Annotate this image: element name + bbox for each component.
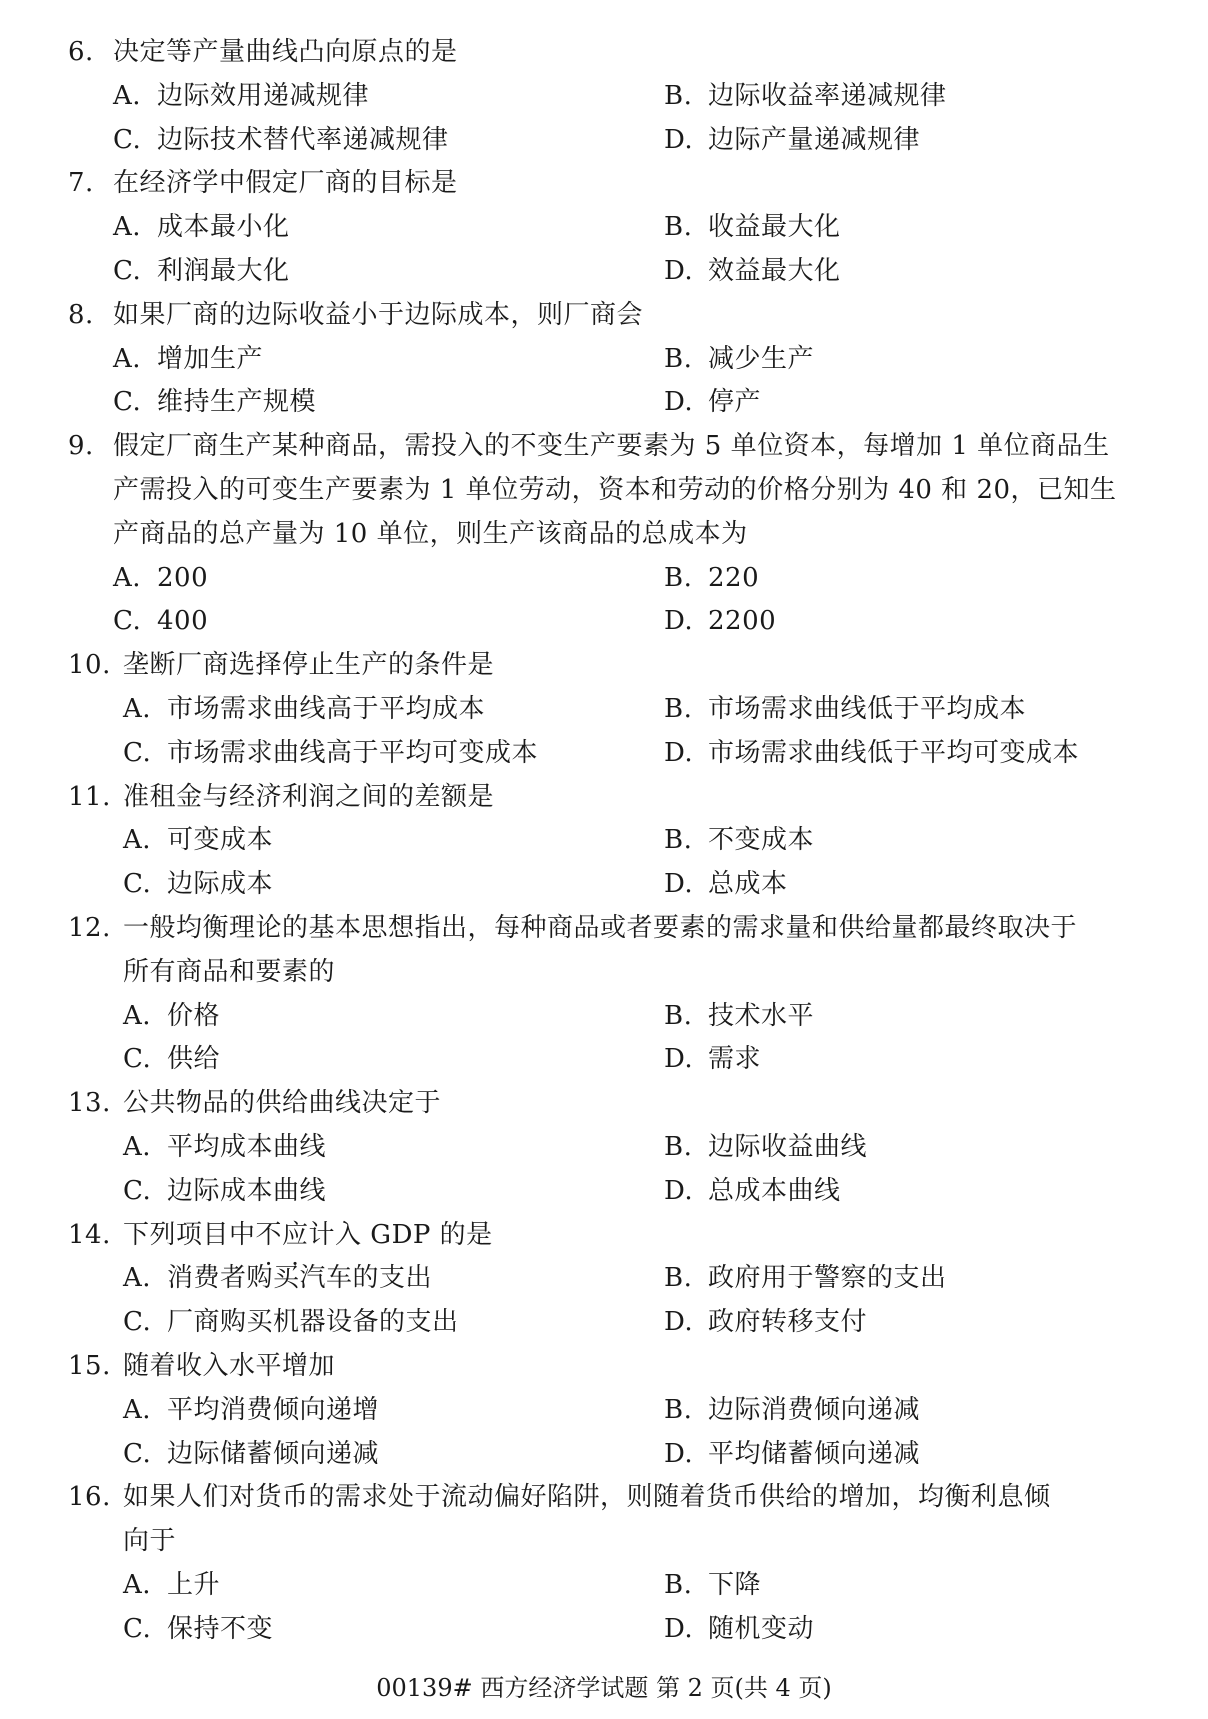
option-text: 供给 [167,1044,221,1075]
option-text: 成本最小化 [157,212,290,243]
option-letter: D. [664,387,694,418]
option-letter: C. [123,1175,152,1206]
option-text: 边际消费倾向递减 [708,1394,921,1425]
option-letter: B. [664,1394,693,1425]
option-text: 价格 [167,1000,221,1031]
option-letter: D. [664,606,694,637]
option-letter: A. [113,343,142,374]
answer-option[interactable] [664,1169,841,1213]
option-letter: C. [123,869,152,900]
option-letter: C. [113,124,142,155]
answer-option[interactable] [664,1256,947,1300]
option-text: 政府用于警察的支出 [708,1263,947,1294]
question-number: 7. [68,168,94,199]
question-number: 16. [68,1482,111,1513]
answer-option[interactable] [664,1037,761,1081]
option-text: 总成本曲线 [708,1175,841,1206]
question-text: 准租金与经济利润之间的差额是 [123,781,495,812]
option-text: 边际成本 [167,869,274,900]
answer-option[interactable] [664,74,947,118]
option-letter: C. [113,256,142,286]
question-number: 9. [68,431,94,462]
option-text: 边际收益率递减规律 [708,80,947,111]
option-text: 可变成本 [167,825,274,856]
option-text: 市场需求曲线高于平均可变成本 [167,737,539,768]
option-text: 平均消费倾向递增 [167,1394,380,1425]
option-letter: A. [123,1263,152,1294]
answer-option[interactable] [113,74,369,118]
answer-option[interactable] [123,1169,326,1213]
option-text: 停产 [708,387,762,418]
option-letter: A. [123,694,152,724]
answer-option[interactable] [664,1125,867,1169]
option-text: 400 [157,606,209,637]
option-text: 消费者购买汽车的支出 [167,1263,433,1294]
answer-option[interactable] [123,818,273,862]
answer-option[interactable] [113,118,449,162]
answer-option[interactable] [113,337,263,381]
answer-option[interactable] [113,556,208,600]
answer-option[interactable] [113,380,316,424]
option-letter: C. [123,1307,152,1338]
emphasis-mark: 不 [255,1219,283,1250]
question-text: 所有商品和要素的 [123,956,336,987]
option-letter: C. [123,1613,152,1644]
question-number: 12. [68,913,111,943]
question-text: 垄断厂商选择停止生产的条件是 [123,650,495,681]
answer-option[interactable] [123,1037,220,1081]
option-letter: D. [664,737,694,768]
answer-option[interactable] [664,118,920,162]
option-letter: A. [123,1000,152,1031]
answer-option[interactable] [664,862,788,906]
option-letter: D. [664,1307,694,1338]
option-letter: D. [664,256,694,286]
answer-option[interactable] [664,205,841,249]
question-number: 8. [68,299,94,330]
option-letter: A. [113,80,142,111]
option-text: 增加生产 [157,343,264,374]
question-text: 随着收入水平增加 [123,1351,336,1381]
option-text: 200 [157,562,209,593]
answer-option[interactable] [664,556,759,600]
option-text: 边际效用递减规律 [157,80,370,111]
option-text: 边际成本曲线 [167,1175,327,1206]
question-number: 13. [68,1088,111,1119]
option-letter: A. [113,212,142,243]
option-letter: B. [664,694,693,724]
option-letter: D. [664,124,694,155]
answer-option[interactable] [123,731,538,775]
answer-option[interactable] [123,1388,379,1432]
question-number: 14. [68,1219,111,1250]
option-letter: B. [664,1570,693,1600]
option-text: 维持生产规模 [157,387,317,418]
answer-option[interactable] [113,599,208,643]
option-letter: B. [664,1000,693,1031]
option-letter: C. [113,387,142,418]
question-text: 向于 [123,1526,177,1557]
option-text: 市场需求曲线高于平均成本 [167,694,486,724]
answer-option[interactable] [123,1607,273,1651]
option-text: 边际产量递减规律 [708,124,921,155]
answer-option[interactable] [123,687,485,731]
option-text: 平均成本曲线 [167,1132,327,1162]
option-letter: A. [113,562,142,593]
question-text: 决定等产量曲线凸向原点的是 [113,37,458,67]
answer-option[interactable] [664,818,814,862]
option-text: 随机变动 [708,1613,815,1644]
option-letter: D. [664,1613,694,1644]
answer-option[interactable] [664,731,1079,775]
answer-option[interactable] [664,1607,814,1651]
option-text: 减少生产 [708,343,815,374]
option-letter: D. [664,1044,694,1075]
option-text: 需求 [708,1044,762,1075]
option-letter: B. [664,80,693,111]
question-number: 15. [68,1351,111,1381]
option-text: 边际收益曲线 [708,1132,868,1162]
option-text: 厂商购买机器设备的支出 [167,1307,459,1338]
option-text: 收益最大化 [708,212,841,243]
question-text: 如果人们对货币的需求处于流动偏好陷阱，则随着货币供给的增加，均衡利息倾 [123,1482,1051,1513]
answer-option[interactable] [123,994,220,1038]
option-letter: B. [664,825,693,856]
option-text: 保持不变 [167,1613,274,1644]
question-text: 假定厂商生产某种商品，需投入的不变生产要素为 5 单位资本，每增加 1 单位商品生 [113,431,1110,462]
answer-option[interactable] [664,1432,920,1476]
question-number: 6. [68,37,94,67]
answer-option[interactable] [113,249,290,293]
option-text: 政府转移支付 [708,1307,868,1338]
question-text: 公共物品的供给曲线决定于 [123,1088,442,1119]
option-text: 2200 [708,606,777,637]
answer-option[interactable] [113,205,290,249]
answer-option[interactable] [664,380,761,424]
option-text: 技术水平 [708,1000,815,1031]
question-text: 产需投入的可变生产要素为 1 单位劳动，资本和劳动的价格分别为 40 和 20，已知生 [113,475,1117,505]
option-text: 市场需求曲线低于平均可变成本 [708,737,1080,768]
option-letter: A. [123,1132,152,1162]
option-letter: C. [123,737,152,768]
option-text: 220 [708,562,760,593]
answer-option[interactable] [123,862,273,906]
answer-option[interactable] [123,1300,459,1344]
question-text: 一般均衡理论的基本思想指出，每种商品或者要素的需求量和供给量都最终取决于 [123,913,1078,943]
question-number: 10. [68,650,111,681]
option-text: 市场需求曲线低于平均成本 [708,694,1027,724]
option-text: 利润最大化 [157,256,290,286]
option-letter: B. [664,343,693,374]
emphasis-mark: 应 [282,1219,309,1250]
option-letter: D. [664,1175,694,1206]
answer-option[interactable] [123,1432,379,1476]
answer-option[interactable] [123,1125,326,1169]
answer-option[interactable] [664,994,814,1038]
option-letter: C. [113,606,142,637]
option-letter: B. [664,1263,693,1294]
answer-option[interactable] [664,687,1026,731]
question-text: 产商品的总产量为 10 单位，则生产该商品的总成本为 [113,518,748,549]
option-text: 效益最大化 [708,256,841,286]
option-letter: A. [123,1570,152,1600]
answer-option[interactable] [664,599,776,643]
answer-option[interactable] [123,1256,432,1300]
option-text: 边际储蓄倾向递减 [167,1438,380,1469]
option-text: 总成本 [708,869,788,900]
question-text: 在经济学中假定厂商的目标是 [113,168,458,199]
option-letter: C. [123,1438,152,1469]
question-text: 如果厂商的边际收益小于边际成本，则厂商会 [113,299,644,330]
option-letter: B. [664,212,693,243]
option-letter: D. [664,869,694,900]
option-letter: B. [664,1132,693,1162]
option-text: 不变成本 [708,825,815,856]
answer-option[interactable] [123,1563,220,1607]
answer-option[interactable] [664,249,841,293]
option-letter: B. [664,562,693,593]
option-letter: A. [123,825,152,856]
option-letter: A. [123,1394,152,1425]
option-letter: C. [123,1044,152,1075]
option-text: 平均储蓄倾向递减 [708,1438,921,1469]
option-text: 边际技术替代率递减规律 [157,124,449,155]
answer-option[interactable] [664,337,814,381]
question-text: 下列项目中不应计入 GDP 的是 [123,1219,493,1250]
page-footer: 00139# 西方经济学试题 第 2 页(共 4 页) [376,1674,832,1702]
answer-option[interactable] [664,1563,761,1607]
question-number: 11. [68,781,111,812]
option-text: 上升 [167,1570,221,1600]
answer-option[interactable] [664,1388,920,1432]
option-text: 下降 [708,1570,762,1600]
option-letter: D. [664,1438,694,1469]
answer-option[interactable] [664,1300,867,1344]
